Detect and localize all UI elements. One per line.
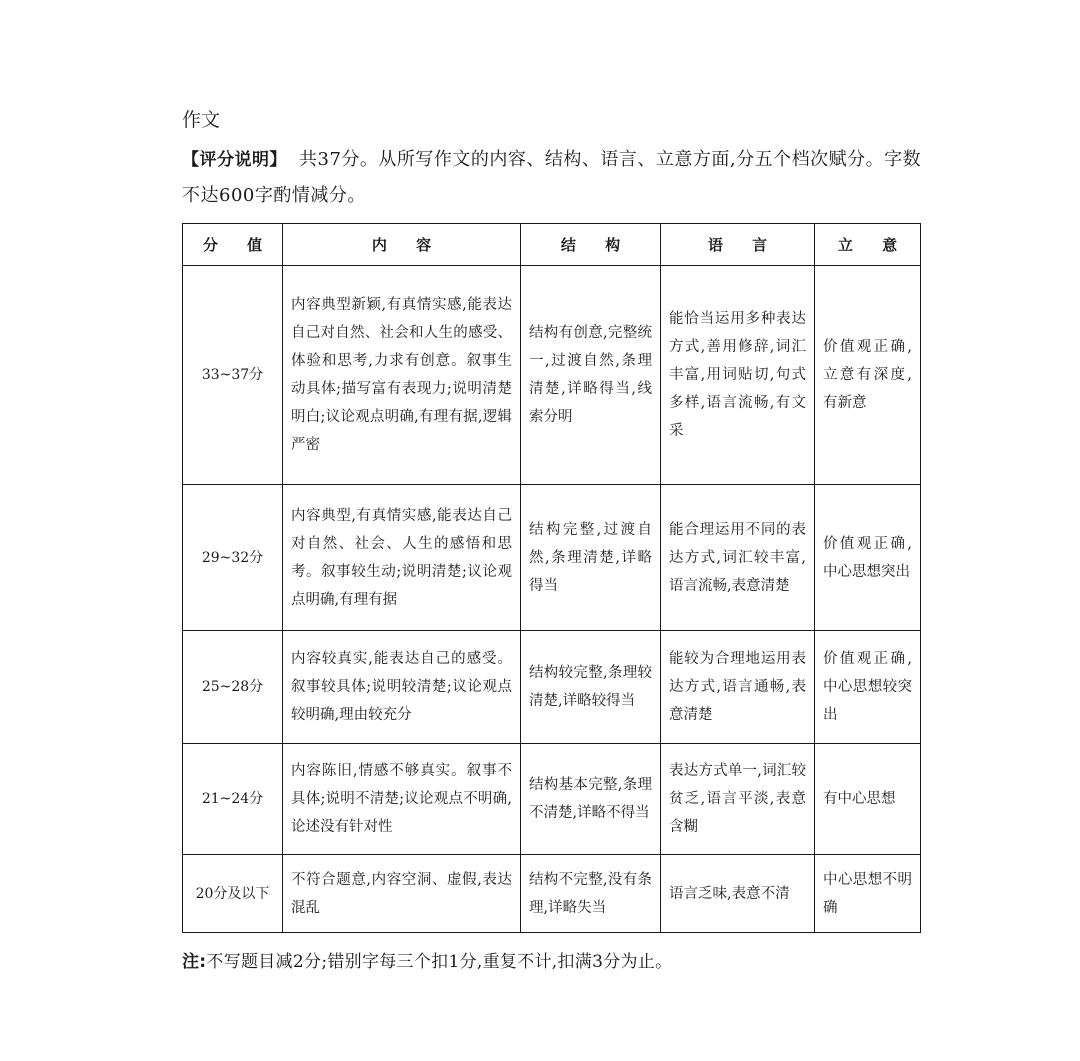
- score-cell: 25~28分: [183, 631, 283, 744]
- content-cell: 不符合题意,内容空洞、虚假,表达混乱: [283, 855, 521, 933]
- header-score: 分 值: [183, 224, 283, 266]
- table-row: [183, 266, 921, 485]
- score-cell: 20分及以下: [183, 855, 283, 933]
- content-cell: 内容较真实,能表达自己的感受。叙事较具体;说明较清楚;议论观点较明确,理由较充分: [283, 631, 521, 744]
- table-header-row: [183, 224, 921, 266]
- structure-cell: 结构较完整,条理较清楚,详略较得当: [521, 631, 661, 744]
- language-cell: 能较为合理地运用表达方式,语言通畅,表意清楚: [661, 631, 815, 744]
- theme-cell: 价值观正确,中心思想突出: [815, 485, 921, 631]
- structure-cell: 结构有创意,完整统一,过渡自然,条理清楚,详略得当,线索分明: [521, 266, 661, 485]
- theme-cell: 价值观正确,中心思想较突出: [815, 631, 921, 744]
- score-cell: 21~24分: [183, 744, 283, 855]
- scoring-description-label: 【评分说明】: [182, 150, 287, 170]
- table-row: [183, 631, 921, 744]
- section-title: 作文: [182, 109, 221, 131]
- rubric-table: [182, 223, 921, 933]
- content-cell: 内容陈旧,情感不够真实。叙事不具体;说明不清楚;议论观点不明确,论述没有针对性: [283, 744, 521, 855]
- header-theme: 立 意: [815, 224, 921, 266]
- language-cell: 能合理运用不同的表达方式,词汇较丰富,语言流畅,表意清楚: [661, 485, 815, 631]
- header-content: 内 容: [283, 224, 521, 266]
- theme-cell: 有中心思想: [815, 744, 921, 855]
- score-cell: 29~32分: [183, 485, 283, 631]
- structure-cell: 结构基本完整,条理不清楚,详略不得当: [521, 744, 661, 855]
- theme-cell: 中心思想不明确: [815, 855, 921, 933]
- structure-cell: 结构完整,过渡自然,条理清楚,详略得当: [521, 485, 661, 631]
- table-row: [183, 744, 921, 855]
- content-cell: 内容典型新颖,有真情实感,能表达自己对自然、社会和人生的感受、体验和思考,力求有创意。叙事生动具体;描写富有表现力;说明清楚明白;议论观点明确,有理有据,逻辑严密: [283, 266, 521, 485]
- content-cell: 内容典型,有真情实感,能表达自己对自然、社会、人生的感悟和思考。叙事较生动;说明清楚;议论观点明确,有理有据: [283, 485, 521, 631]
- language-cell: 语言乏味,表意不清: [661, 855, 815, 933]
- table-row: [183, 855, 921, 933]
- footnote-text: 不写题目减2分;错别字每三个扣1分,重复不计,扣满3分为止。: [206, 952, 673, 972]
- header-language: 语 言: [661, 224, 815, 266]
- language-cell: 表达方式单一,词汇较贫乏,语言平淡,表意含糊: [661, 744, 815, 855]
- footnote-label: 注:: [182, 952, 207, 972]
- table-row: [183, 485, 921, 631]
- scoring-description-text: 共37分。从所写作文的内容、结构、语言、立意方面,分五个档次赋分。字数不达600字酌情减分。: [182, 149, 922, 206]
- score-cell: 33~37分: [183, 266, 283, 485]
- structure-cell: 结构不完整,没有条理,详略失当: [521, 855, 661, 933]
- header-structure: 结 构: [521, 224, 661, 266]
- theme-cell: 价值观正确,立意有深度,有新意: [815, 266, 921, 485]
- scoring-description: [182, 142, 927, 214]
- footnote: [182, 948, 672, 976]
- language-cell: 能恰当运用多种表达方式,善用修辞,词汇丰富,用词贴切,句式多样,语言流畅,有文采: [661, 266, 815, 485]
